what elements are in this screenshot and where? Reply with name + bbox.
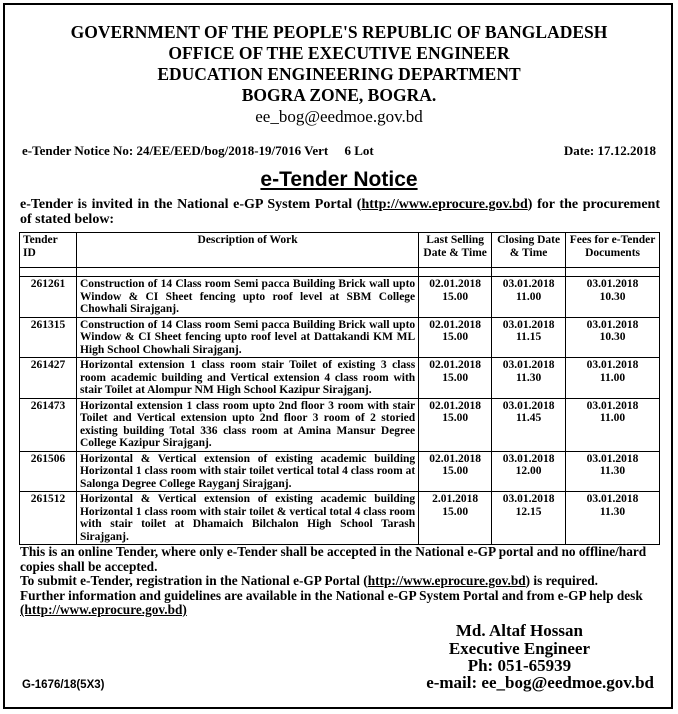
office-email: ee_bog@eedmoe.gov.bd [255,107,423,126]
intro-paragraph [20,197,660,227]
helpdesk-link[interactable]: (http://www.eprocure.gov.bd) [20,602,187,617]
description-cell: Construction of 14 Class room Semi pacca Building Brick wall upto Window & CI Sheet fencing upto roof level at SBM College Chowhali Sirajganj. [76,277,418,318]
footer-registration-note [20,574,660,589]
signatory-email: e-mail: ee_bog@eedmoe.gov.bd [426,673,654,692]
spacer-cell [566,268,660,277]
col-header-tender-id: Tender ID [20,233,77,268]
fees-cell: 03.01.2018 11.00 [566,358,660,399]
registration-text: To submit e-Tender, registration in the National e-GP Portal ( [20,573,368,588]
spacer-cell [419,268,492,277]
fees-cell: 03.01.2018 11.30 [566,492,660,545]
fees-cell: 03.01.2018 10.30 [566,317,660,358]
table-row [20,451,660,492]
intro-text-end: ) for the procurement of stated below: [20,197,660,227]
col-header-closing: Closing Date & Time [492,233,566,268]
table-row [20,277,660,318]
table-row [20,317,660,358]
description-cell: Horizontal & Vertical extension of existing academic building Horizontal 1 class room with stair toilet vertical total 4 class room at Salonga Degree College Rayganj Sirajganj. [76,451,418,492]
tender-id-cell: 261427 [20,358,77,399]
letterhead [0,22,678,127]
zone-line: BOGRA ZONE, BOGRA. [241,85,437,105]
fees-cell: 03.01.2018 11.00 [566,398,660,451]
closing-cell: 03.01.2018 11.30 [492,358,566,399]
fees-cell: 03.01.2018 10.30 [566,277,660,318]
closing-cell: 03.01.2018 11.00 [492,277,566,318]
fees-cell: 03.01.2018 11.30 [566,451,660,492]
tender-id-cell: 261512 [20,492,77,545]
last-selling-cell: 02.01.2018 15.00 [419,358,492,399]
publication-code: G-1676/18(5X3) [22,679,105,691]
closing-cell: 03.01.2018 12.00 [492,451,566,492]
signatory-phone: Ph: 051-65939 [467,656,572,675]
spacer-cell [76,268,418,277]
footer-notes [20,545,660,618]
last-selling-cell: 02.01.2018 15.00 [419,398,492,451]
tender-id-cell: 261261 [20,277,77,318]
notice-reference-line [22,143,656,159]
office-line: OFFICE OF THE EXECUTIVE ENGINEER [168,43,510,63]
last-selling-cell: 02.01.2018 15.00 [419,317,492,358]
table-row [20,398,660,451]
tender-table [19,232,660,545]
spacer-cell [492,268,566,277]
description-cell: Horizontal extension 1 class room stair Toilet of existing 3 class room academic building and Vertical extension 4 class room with stair Toilet at Alompur NM High School Kazipur Sirajganj. [76,358,418,399]
col-header-fees: Fees for e-Tender Documents [566,233,660,268]
spacer-cell [20,268,77,277]
eprocure-link[interactable]: http://www.eprocure.gov.bd [361,197,528,212]
last-selling-cell: 2.01.2018 15.00 [419,492,492,545]
last-selling-cell: 02.01.2018 15.00 [419,277,492,318]
closing-cell: 03.01.2018 11.15 [492,317,566,358]
description-cell: Horizontal & Vertical extension of existing academic building Horizontal 1 class room with stair toilet & vertical total 4 class room with stair toilet at Dhamaich Bilchalon High School Tarash Sirajganj. [76,492,418,545]
footer-online-note: This is an online Tender, where only e-Tender shall be accepted in the National e-GP portal and no offline/hard copies shall be accepted. [20,544,647,574]
notice-title: e-Tender Notice [260,168,418,191]
description-cell: Horizontal extension 1 class room upto 2nd floor 3 room with stair Toilet and Vertical extension upto 2nd floor 3 room of 2 storied existing building Total 336 class room at Amina Mansur Degree College Kazipur Sirajganj. [76,398,418,451]
footer-guidelines-note: Further information and guidelines are available in the National e-GP System Portal and from e-GP help desk [20,587,643,603]
department-line: EDUCATION ENGINEERING DEPARTMENT [157,64,521,84]
signature-block [426,621,654,692]
col-header-last-selling: Last Selling Date & Time [419,233,492,268]
notice-number: e-Tender Notice No: 24/EE/EED/bog/2018-19/7016 Vert 6 Lot [22,143,374,158]
tender-id-cell: 261315 [20,317,77,358]
closing-cell: 03.01.2018 11.45 [492,398,566,451]
registration-text-end: ) is required. [525,573,598,588]
table-spacer-row [20,268,660,277]
tender-id-cell: 261506 [20,451,77,492]
govt-line: GOVERNMENT OF THE PEOPLE'S REPUBLIC OF BANGLADESH [70,22,608,42]
table-header-row [20,233,660,268]
signatory-name: Md. Altaf Hossan [455,621,583,640]
intro-text: e-Tender is invited in the National e-GP System Portal ( [20,197,362,212]
closing-cell: 03.01.2018 12.15 [492,492,566,545]
description-cell: Construction of 14 Class room Semi pacca Building Brick wall upto Window & CI Sheet fencing upto roof level at Dattakandi KM ML High School Chowhali Sirajganj. [76,317,418,358]
table-row [20,358,660,399]
col-header-description: Description of Work [76,233,418,268]
table-row [20,492,660,545]
registration-link[interactable]: http://www.eprocure.gov.bd [367,573,526,588]
signatory-title: Executive Engineer [448,638,590,658]
notice-date: Date: 17.12.2018 [563,143,656,158]
tender-id-cell: 261473 [20,398,77,451]
last-selling-cell: 02.01.2018 15.00 [419,451,492,492]
